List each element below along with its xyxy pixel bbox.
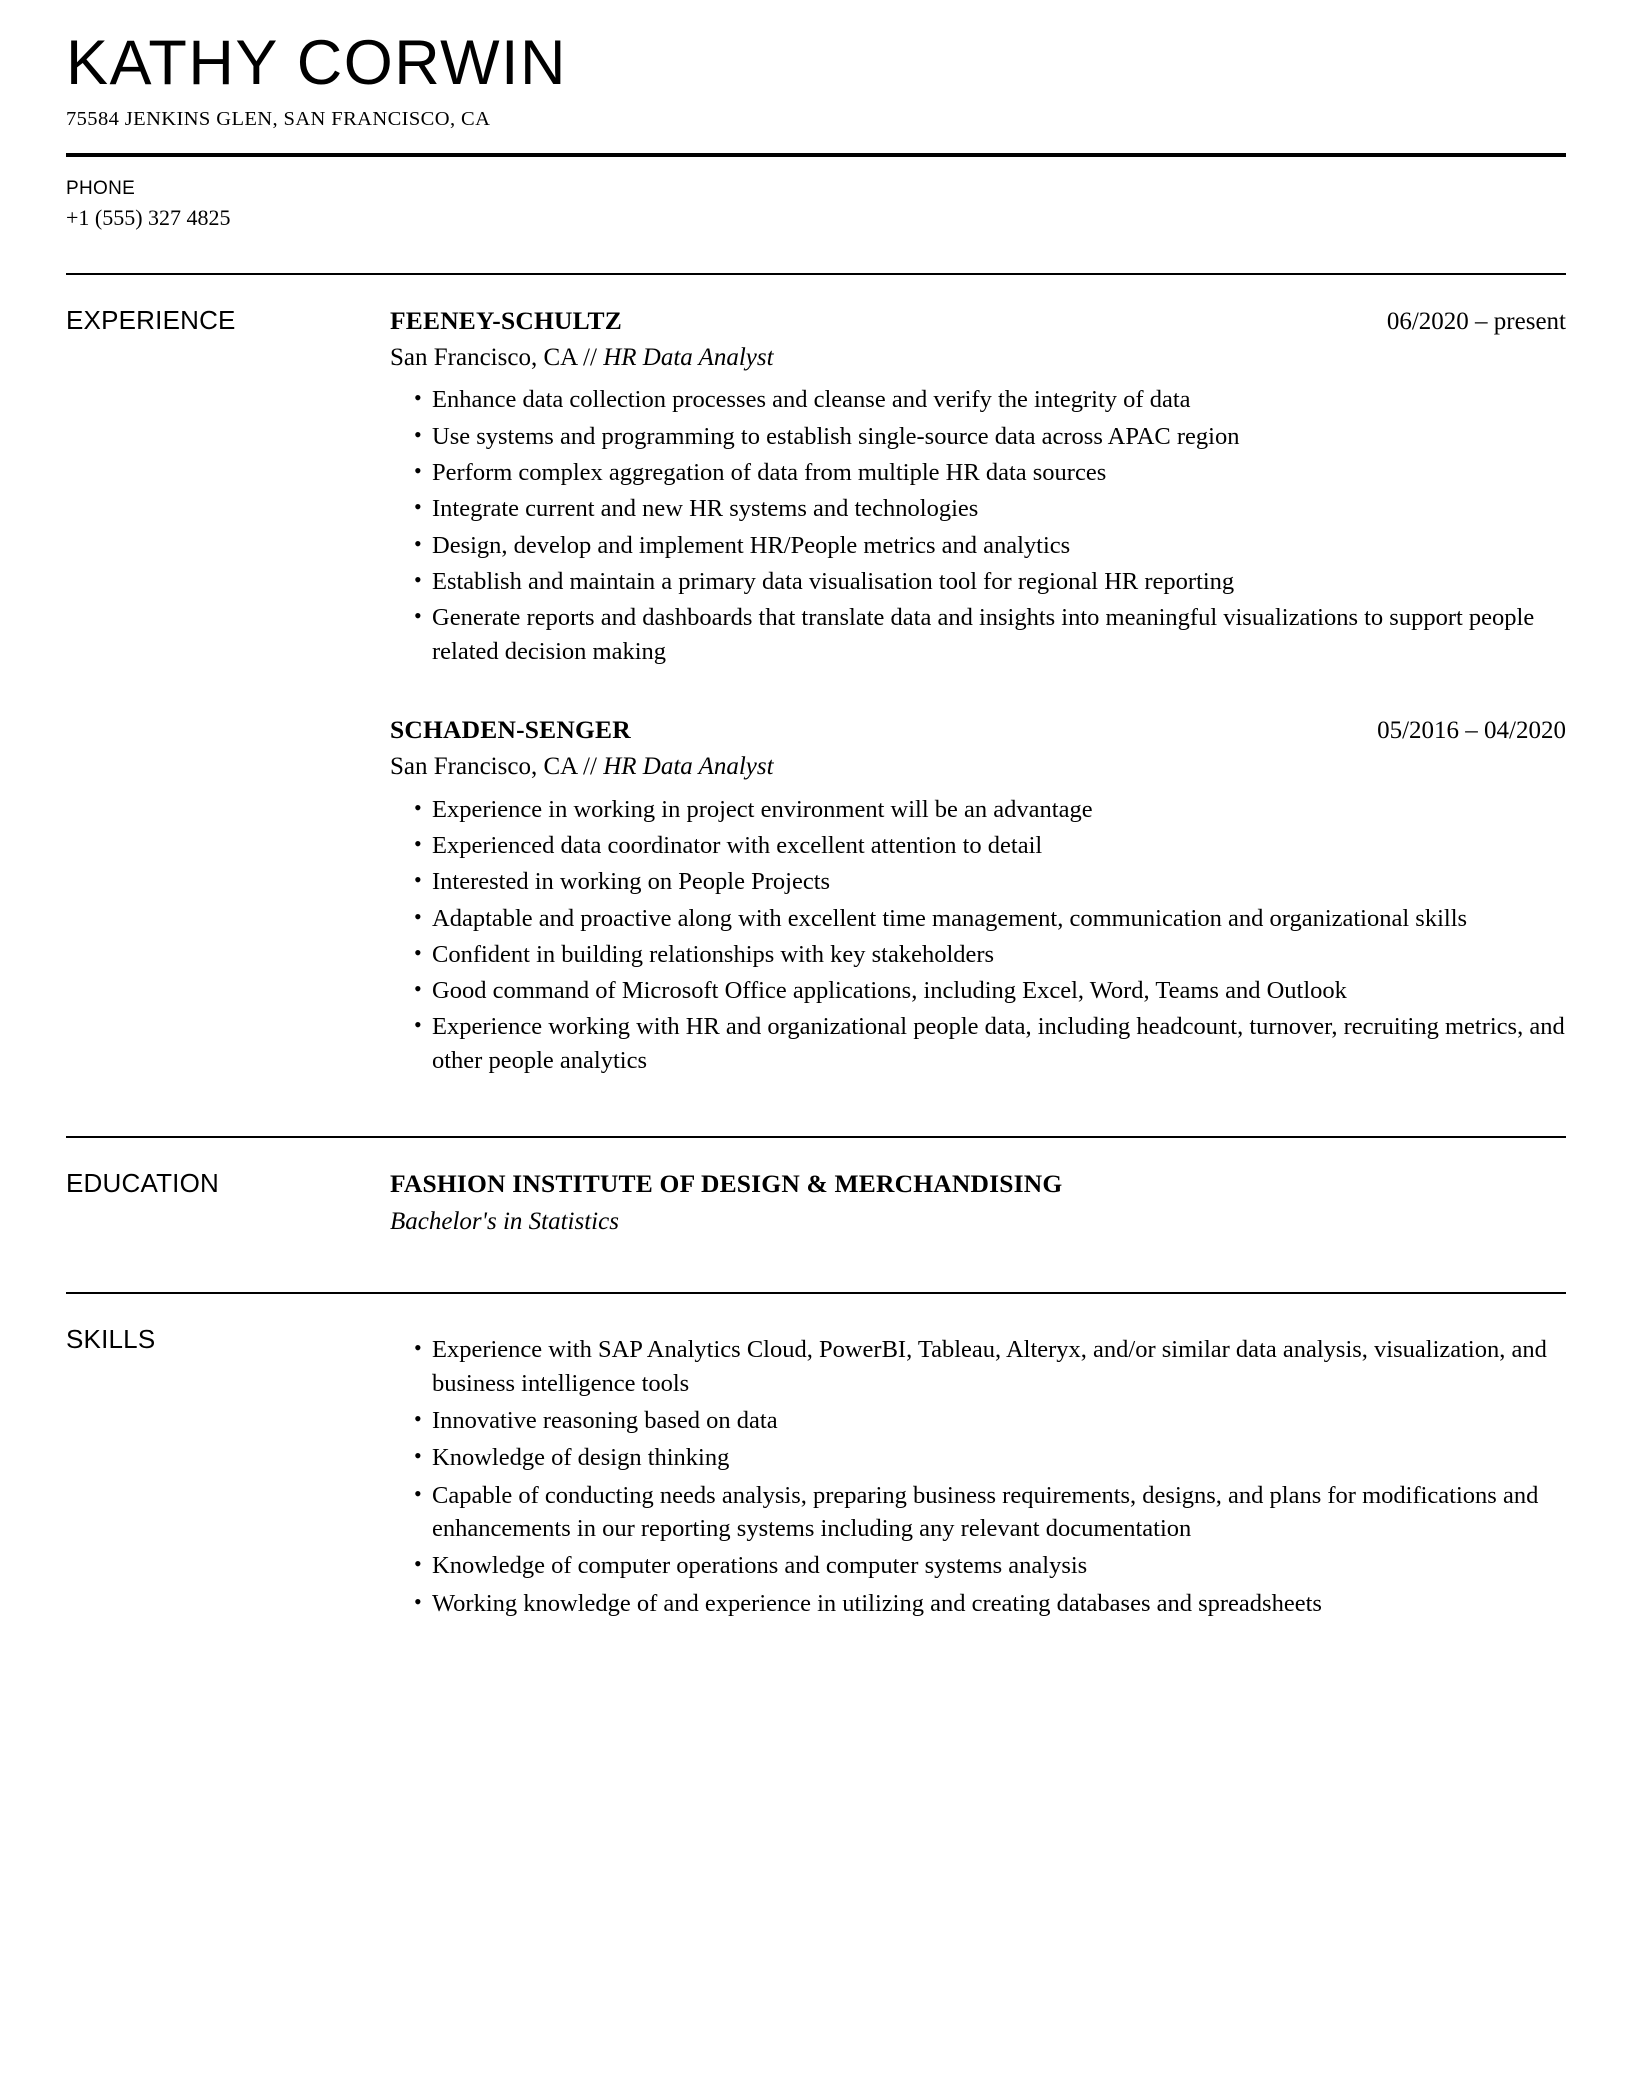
list-item: • Experienced data coordinator with excellent attention to detail [390, 829, 1566, 862]
section-title-skills: SKILLS [66, 1324, 156, 1355]
skills-section [66, 1294, 1566, 1664]
experience-bullet-list [390, 383, 1566, 668]
section-title-experience: EXPERIENCE [66, 304, 236, 335]
contact-block [66, 157, 1566, 272]
candidate-address: 75584 JENKINS GLEN, SAN FRANCISCO, CA [66, 107, 491, 130]
employer-location-role [390, 342, 1566, 375]
education-entries [390, 1168, 1566, 1238]
experience-label-column [66, 305, 390, 336]
phone-value: +1 (555) 327 4825 [66, 204, 231, 230]
list-item: • Experience in working in project environment will be an advantage [390, 793, 1566, 826]
list-item: • Capable of conducting needs analysis, preparing business requirements, designs, and plans for modifications and enhancements in our reporting systems including any relevant documentation [390, 1479, 1566, 1546]
list-item: • Knowledge of design thinking [390, 1441, 1566, 1474]
skills-label-column [66, 1324, 390, 1355]
education-label-column [66, 1168, 390, 1199]
employment-dates: 06/2020 – present [1386, 307, 1566, 335]
list-item: • Interested in working on People Projects [390, 865, 1566, 898]
experience-bullet-list [390, 793, 1566, 1078]
experience-entry-header [390, 714, 1566, 746]
employer-location-role [390, 751, 1566, 784]
employer-location: San Francisco, CA // [390, 343, 604, 371]
employer-location: San Francisco, CA // [390, 753, 604, 781]
list-item: • Perform complex aggregation of data from multiple HR data sources [390, 456, 1566, 489]
job-title: HR Data Analyst [603, 343, 774, 371]
list-item: • Design, develop and implement HR/People metrics and analytics [390, 529, 1566, 562]
list-item: • Knowledge of computer operations and computer systems analysis [390, 1549, 1566, 1582]
experience-entry [390, 305, 1566, 668]
list-item: • Adaptable and proactive along with excellent time management, communication and organizational skills [390, 902, 1566, 935]
list-item: • Integrate current and new HR systems and technologies [390, 492, 1566, 525]
list-item: • Experience working with HR and organizational people data, including headcount, turnover, recruiting metrics, and other people analytics [390, 1010, 1566, 1077]
list-item: • Innovative reasoning based on data [390, 1404, 1566, 1437]
resume-header [66, 0, 1566, 131]
list-item: • Confident in building relationships with key stakeholders [390, 938, 1566, 971]
experience-entries [390, 305, 1566, 1081]
job-title: HR Data Analyst [603, 753, 774, 781]
list-item: • Experience with SAP Analytics Cloud, PowerBI, Tableau, Alteryx, and/or similar data analysis, visualization, and business intelligence tools [390, 1333, 1566, 1400]
skills-bullet-list [390, 1333, 1566, 1620]
list-item: • Generate reports and dashboards that translate data and insights into meaningful visualizations to support people related decision making [390, 601, 1566, 668]
section-title-education: EDUCATION [66, 1168, 219, 1199]
skills-content [390, 1324, 1566, 1624]
employer-name: FEENEY-SCHULTZ [390, 305, 622, 335]
list-item: • Good command of Microsoft Office applications, including Excel, Word, Teams and Outlook [390, 974, 1566, 1007]
employer-name: SCHADEN-SENGER [390, 714, 631, 744]
candidate-name: KATHY CORWIN [66, 28, 568, 98]
education-entry [390, 1168, 1566, 1238]
phone-label: PHONE [66, 178, 136, 200]
list-item: • Enhance data collection processes and cleanse and verify the integrity of data [390, 383, 1566, 416]
degree-name: Bachelor's in Statistics [390, 1207, 619, 1235]
list-item: • Working knowledge of and experience in utilizing and creating databases and spreadsheets [390, 1587, 1566, 1620]
institution-name: FASHION INSTITUTE OF DESIGN & MERCHANDISING [390, 1169, 1063, 1199]
experience-section [66, 275, 1566, 1137]
list-item: • Establish and maintain a primary data visualisation tool for regional HR reporting [390, 565, 1566, 598]
list-item: • Use systems and programming to establish single-source data across APAC region [390, 420, 1566, 453]
employment-dates: 05/2016 – 04/2020 [1377, 716, 1566, 744]
education-section [66, 1138, 1566, 1292]
experience-entry [390, 714, 1566, 1077]
experience-entry-header [390, 305, 1566, 337]
